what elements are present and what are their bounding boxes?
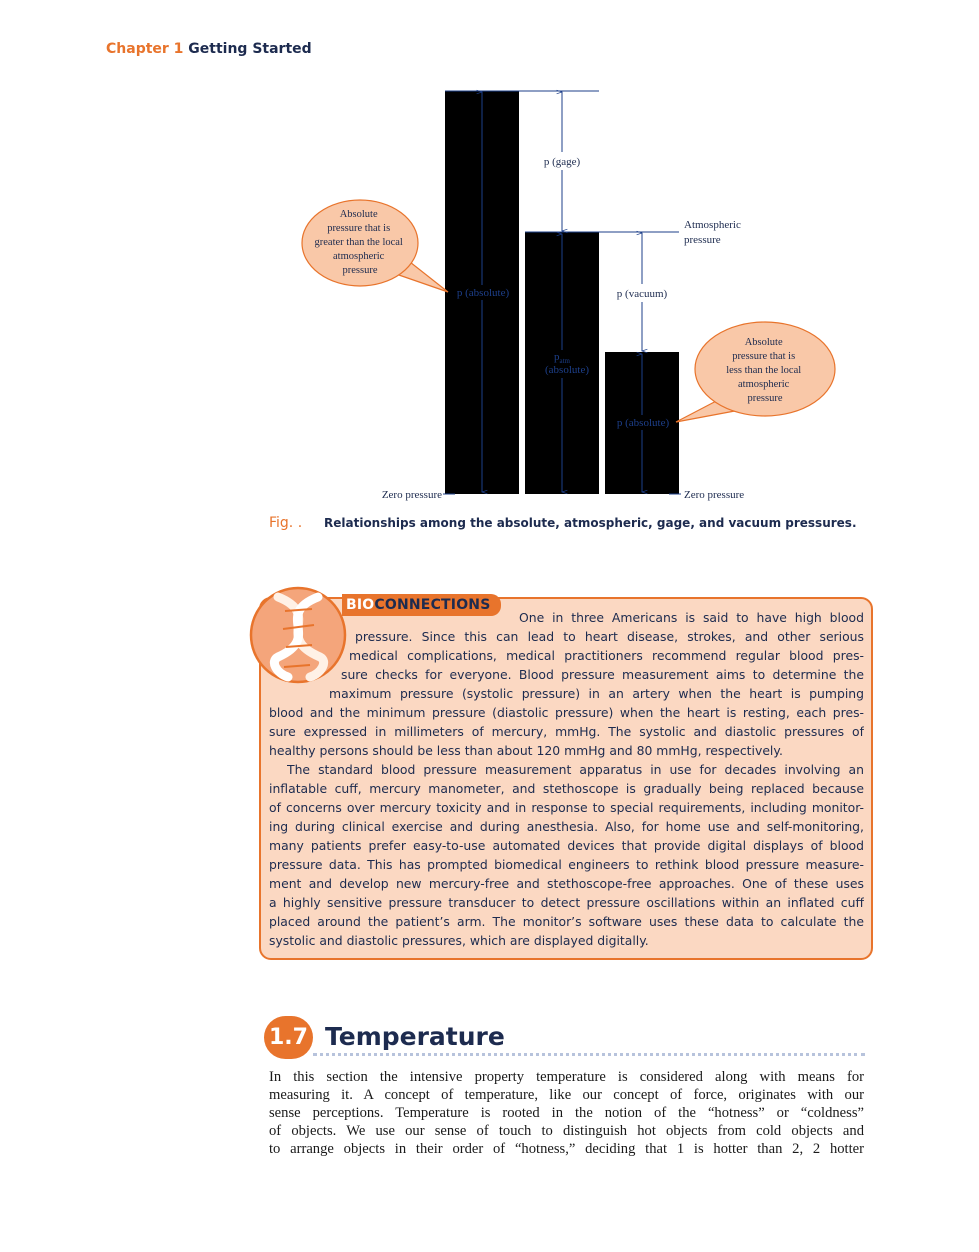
bubble-greater-line: pressure that is — [327, 223, 391, 234]
bio-line: maximum pressure (systolic pressure) in an artery when the heart is pumping — [329, 686, 864, 701]
bubble-less-line: pressure — [747, 393, 783, 404]
section-title: Temperature — [325, 1022, 505, 1051]
dna-icon — [248, 585, 352, 685]
bubble-less-line: less than the local — [726, 365, 802, 376]
bio-line: sure expressed in millimeters of mercury, mmHg. The systolic and diastolic pressures of — [269, 724, 864, 739]
patm-label: $p_{atm}$ — [554, 351, 570, 365]
bio-line: ing during clinical exercise and during anesthesia. Also, for home use and self-monitoring, — [269, 819, 864, 834]
vacuum-label: p (vacuum) — [616, 288, 668, 300]
section-number: 1.7 — [264, 1016, 313, 1059]
bio-label: BIO — [346, 597, 375, 613]
atmospheric-label-2: pressure — [684, 234, 721, 246]
bio-line: healthy persons should be less than about 120 mmHg and 80 mmHg, respectively. — [269, 743, 783, 758]
bio-line: systolic and diastolic pressures, which are displayed digitally. — [269, 933, 649, 948]
chapter-title: Getting Started — [188, 41, 312, 57]
bio-line: pressure. Since this can lead to heart disease, strokes, and other serious — [355, 629, 864, 644]
bubble-less-line: atmospheric — [738, 379, 790, 390]
bio-line: One in three Americans is said to have high blood — [519, 610, 864, 625]
body-line: sense perceptions. Temperature is rooted in the notion of the “hotness” or “coldness” — [269, 1105, 864, 1121]
body-line: In this section the intensive property temperature is considered along with means for — [269, 1069, 864, 1085]
atmospheric-label-1: Atmospheric — [684, 219, 741, 231]
bubble-greater-line: atmospheric — [333, 251, 385, 262]
bubble-greater-line: greater than the local — [314, 237, 403, 248]
bio-line: medical complications, medical practitioners recommend regular blood pres- — [349, 648, 864, 663]
bubble-greater-line: Absolute — [339, 209, 378, 220]
gage-label: p (gage) — [543, 156, 581, 168]
bio-line: pressure data. This has prompted biomedical engineers to rethink blood pressure measure- — [269, 857, 864, 872]
section-dotted-rule — [313, 1053, 865, 1056]
bio-line: of concerns over mercury toxicity and in response to special requirements, including monitor- — [269, 800, 864, 815]
bio-line: The standard blood pressure measurement apparatus in use for decades involving an — [287, 762, 864, 777]
bio-line: ment and develop new mercury-free and stethoscope-free approaches. One of these uses — [269, 876, 864, 891]
bubble-less-line: Absolute — [744, 337, 783, 348]
bio-line: blood and the minimum pressure (diastolic pressure) when the heart is resting, each pres- — [269, 705, 864, 720]
zero-pressure-left: Zero pressure — [381, 489, 442, 501]
body-line: measuring it. A concept of temperature, like our concept of force, originates with our — [269, 1087, 864, 1103]
bioconnections-header — [342, 594, 501, 616]
connections-label: CONNECTIONS — [374, 597, 491, 613]
figure-caption — [269, 515, 857, 531]
body-line: of objects. We use our sense of touch to distinguish hot objects from cold objects and — [269, 1123, 864, 1139]
figure-caption-text: Relationships among the absolute, atmospheric, gage, and vacuum pressures. — [324, 516, 857, 530]
absolute-low-label: p (absolute) — [616, 417, 670, 429]
bio-line: sure checks for everyone. Blood pressure measurement aims to determine the — [341, 667, 864, 682]
bio-line: a highly sensitive pressure transducer to detect pressure oscillations within an inflated cuff — [269, 895, 864, 910]
body-line: to arrange objects in their order of “hotness,” deciding that 1 is hotter than 2, 2 hotter — [269, 1141, 864, 1157]
figure-label: Fig. . — [269, 515, 303, 531]
zero-pressure-right: Zero pressure — [684, 489, 745, 501]
patm-absolute-label: (absolute) — [545, 364, 589, 376]
bubble-greater-line: pressure — [342, 265, 378, 276]
chapter-number: Chapter 1 — [106, 41, 184, 57]
bio-line: inflatable cuff, mercury manometer, and stethoscope is gradually being replaced because — [269, 781, 864, 796]
bubble-less-line: pressure that is — [732, 351, 796, 362]
bubble-less — [676, 322, 835, 422]
absolute-high-label: p (absolute) — [456, 287, 510, 299]
bubble-greater — [302, 200, 448, 292]
bio-line: many patients prefer easy-to-use automated devices that provide digital displays of blood — [269, 838, 864, 853]
bio-line: placed around the patient’s arm. The monitor’s software uses these data to calculate the — [269, 914, 864, 929]
pressure-figure — [0, 0, 979, 540]
